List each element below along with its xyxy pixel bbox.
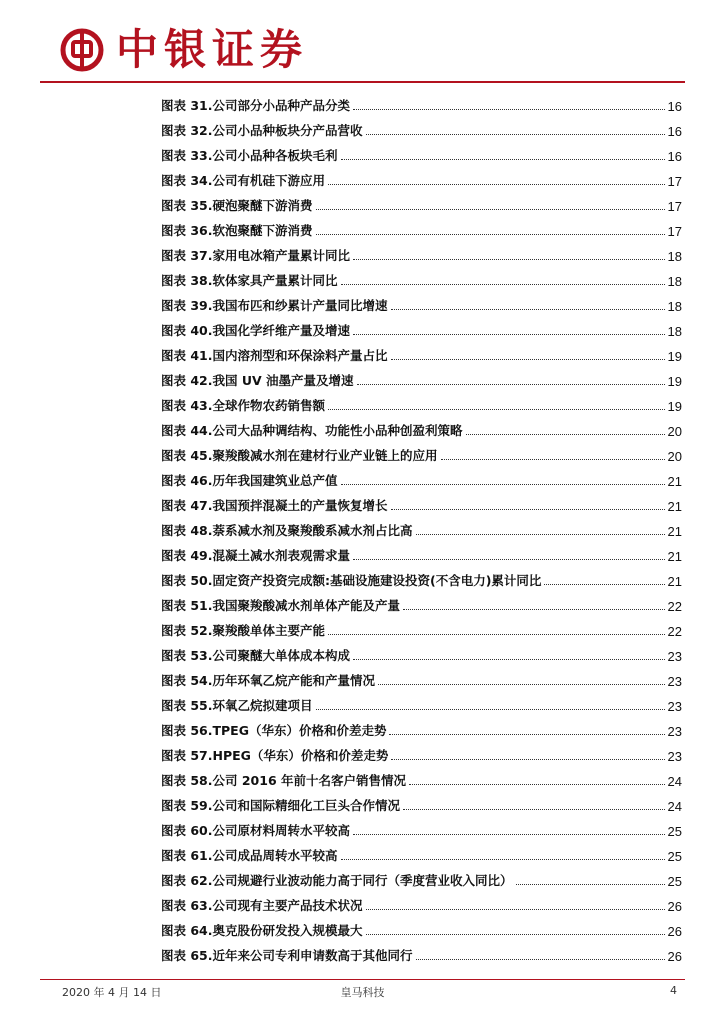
toc-entry-page: 26 [667,899,682,914]
footer-date: 2020 年 4 月 14 日 [62,986,162,999]
footer-page-number: 4 [670,984,677,997]
toc-entry-page: 20 [667,449,682,464]
toc-entry[interactable] [161,317,682,342]
figure-list [161,92,682,967]
toc-dot-leader [316,209,665,210]
toc-entry-label: 图表 33.公司小品种各板块毛利 [161,148,338,163]
toc-dot-leader [316,709,665,710]
bank-of-china-logo-icon [60,28,104,72]
toc-dot-leader [409,784,665,785]
toc-dot-leader [391,759,664,760]
toc-entry-page: 16 [667,99,682,114]
toc-entry-label: 图表 49.混凝土减水剂表观需求量 [161,548,350,563]
toc-dot-leader [357,384,665,385]
toc-entry-page: 21 [667,474,682,489]
toc-dot-leader [341,284,665,285]
toc-entry-label: 图表 54.历年环氧乙烷产能和产量情况 [161,673,375,688]
toc-entry-label: 图表 38.软体家具产量累计同比 [161,273,338,288]
toc-entry-label: 图表 39.我国布匹和纱累计产量同比增速 [161,298,388,313]
toc-entry[interactable] [161,517,682,542]
toc-dot-leader [391,309,665,310]
toc-dot-leader [328,409,665,410]
toc-entry-page: 26 [667,924,682,939]
toc-dot-leader [353,109,665,110]
toc-entry-page: 18 [667,324,682,339]
toc-entry-label: 图表 52.聚羧酸单体主要产能 [161,623,325,638]
toc-dot-leader [416,959,665,960]
toc-entry-label: 图表 42.我国 UV 油墨产量及增速 [161,373,354,388]
toc-entry[interactable] [161,342,682,367]
toc-entry-page: 21 [667,524,682,539]
toc-entry[interactable] [161,192,682,217]
toc-entry[interactable] [161,467,682,492]
brand-name: 中银证券 [116,25,309,74]
toc-entry-page: 22 [667,599,682,614]
toc-dot-leader [389,734,664,735]
toc-entry-label: 图表 59.公司和国际精细化工巨头合作情况 [161,798,400,813]
toc-entry-page: 17 [667,199,682,214]
toc-entry-page: 23 [667,674,682,689]
toc-entry[interactable] [161,942,682,967]
toc-entry[interactable] [161,892,682,917]
toc-dot-leader [416,534,665,535]
toc-entry-page: 23 [667,724,682,739]
toc-dot-leader [403,809,665,810]
toc-entry-page: 21 [667,549,682,564]
toc-dot-leader [341,159,665,160]
toc-dot-leader [366,134,665,135]
toc-entry-label: 图表 57.HPEG（华东）价格和价差走势 [161,748,389,763]
toc-entry[interactable] [161,217,682,242]
toc-entry-page: 21 [667,574,682,589]
toc-entry[interactable] [161,792,682,817]
toc-entry[interactable] [161,617,682,642]
toc-entry-label: 图表 48.萘系减水剂及聚羧酸系减水剂占比高 [161,523,413,538]
toc-entry-page: 25 [667,849,682,864]
toc-entry[interactable] [161,392,682,417]
toc-entry-page: 22 [667,624,682,639]
toc-entry-page: 24 [667,799,682,814]
toc-entry[interactable] [161,117,682,142]
toc-entry-label: 图表 32.公司小品种板块分产品营收 [161,123,363,138]
toc-entry[interactable] [161,767,682,792]
toc-entry-label: 图表 45.聚羧酸减水剂在建材行业产业链上的应用 [161,448,438,463]
toc-entry[interactable] [161,167,682,192]
toc-entry-page: 17 [667,224,682,239]
toc-entry-label: 图表 60.公司原材料周转水平较高 [161,823,350,838]
toc-entry-label: 图表 41.国内溶剂型和环保涂料产量占比 [161,348,388,363]
toc-dot-leader [341,484,665,485]
toc-entry[interactable] [161,817,682,842]
toc-dot-leader [353,659,665,660]
toc-entry-page: 19 [667,374,682,389]
toc-entry-label: 图表 46.历年我国建筑业总产值 [161,473,338,488]
toc-dot-leader [366,909,665,910]
toc-dot-leader [466,434,665,435]
toc-entry-page: 23 [667,699,682,714]
toc-dot-leader [378,684,665,685]
toc-dot-leader [403,609,665,610]
toc-entry[interactable] [161,742,682,767]
toc-entry[interactable] [161,242,682,267]
toc-entry-page: 16 [667,124,682,139]
toc-dot-leader [391,359,665,360]
toc-dot-leader [316,234,665,235]
toc-entry-label: 图表 55.环氧乙烷拟建项目 [161,698,313,713]
toc-entry-label: 图表 63.公司现有主要产品技术状况 [161,898,363,913]
toc-dot-leader [341,859,665,860]
toc-entry-label: 图表 61.公司成品周转水平较高 [161,848,338,863]
toc-entry-label: 图表 37.家用电冰箱产量累计同比 [161,248,350,263]
toc-dot-leader [366,934,665,935]
toc-dot-leader [353,834,665,835]
toc-entry[interactable] [161,592,682,617]
toc-entry-label: 图表 34.公司有机硅下游应用 [161,173,325,188]
toc-dot-leader [441,459,665,460]
toc-entry-page: 21 [667,499,682,514]
toc-entry-page: 16 [667,149,682,164]
toc-entry-page: 23 [667,649,682,664]
toc-dot-leader [391,509,665,510]
toc-entry-label: 图表 56.TPEG（华东）价格和价差走势 [161,723,387,738]
toc-entry[interactable] [161,142,682,167]
toc-entry[interactable] [161,267,682,292]
toc-entry-page: 18 [667,274,682,289]
toc-entry-label: 图表 51.我国聚羧酸减水剂单体产能及产量 [161,598,400,613]
toc-dot-leader [353,559,665,560]
toc-entry[interactable] [161,642,682,667]
toc-dot-leader [353,259,665,260]
footer-divider [40,979,685,980]
toc-entry[interactable] [161,442,682,467]
toc-entry[interactable] [161,417,682,442]
toc-entry-label: 图表 36.软泡聚醚下游消费 [161,223,313,238]
toc-entry-page: 17 [667,174,682,189]
toc-dot-leader [328,634,665,635]
toc-entry-label: 图表 47.我国预拌混凝土的产量恢复增长 [161,498,388,513]
toc-entry-page: 19 [667,399,682,414]
toc-entry-label: 图表 65.近年来公司专利申请数高于其他同行 [161,948,413,963]
page-header [0,0,725,86]
toc-entry-page: 18 [667,299,682,314]
toc-entry-label: 图表 50.固定资产投资完成额:基础设施建设投资(不含电力)累计同比 [161,573,542,588]
toc-entry[interactable] [161,367,682,392]
toc-entry-page: 26 [667,949,682,964]
toc-entry-page: 20 [667,424,682,439]
toc-entry[interactable] [161,917,682,942]
toc-entry[interactable] [161,92,682,117]
toc-entry-label: 图表 62.公司规避行业波动能力高于同行（季度营业收入同比） [161,873,513,888]
toc-entry[interactable] [161,692,682,717]
toc-entry[interactable] [161,867,682,892]
toc-entry[interactable] [161,667,682,692]
toc-entry[interactable] [161,292,682,317]
toc-entry-page: 25 [667,874,682,889]
toc-entry-page: 24 [667,774,682,789]
toc-entry[interactable] [161,542,682,567]
toc-entry-label: 图表 35.硬泡聚醚下游消费 [161,198,313,213]
toc-dot-leader [516,884,665,885]
toc-entry-page: 18 [667,249,682,264]
toc-entry-label: 图表 58.公司 2016 年前十名客户销售情况 [161,773,406,788]
toc-entry[interactable] [161,567,682,592]
header-divider [40,81,685,83]
toc-dot-leader [544,584,664,585]
footer-company: 皇马科技 [340,986,385,999]
toc-entry-page: 23 [667,749,682,764]
toc-dot-leader [353,334,665,335]
toc-entry[interactable] [161,717,682,742]
toc-entry-label: 图表 43.全球作物农药销售额 [161,398,325,413]
toc-entry[interactable] [161,842,682,867]
toc-entry-page: 19 [667,349,682,364]
toc-entry-page: 25 [667,824,682,839]
toc-dot-leader [328,184,665,185]
toc-entry-label: 图表 64.奥克股份研发投入规模最大 [161,923,363,938]
toc-entry-label: 图表 53.公司聚醚大单体成本构成 [161,648,350,663]
toc-entry-label: 图表 44.公司大品种调结构、功能性小品种创盈利策略 [161,423,463,438]
toc-entry-label: 图表 31.公司部分小品种产品分类 [161,98,350,113]
toc-entry-label: 图表 40.我国化学纤维产量及增速 [161,323,350,338]
toc-entry[interactable] [161,492,682,517]
